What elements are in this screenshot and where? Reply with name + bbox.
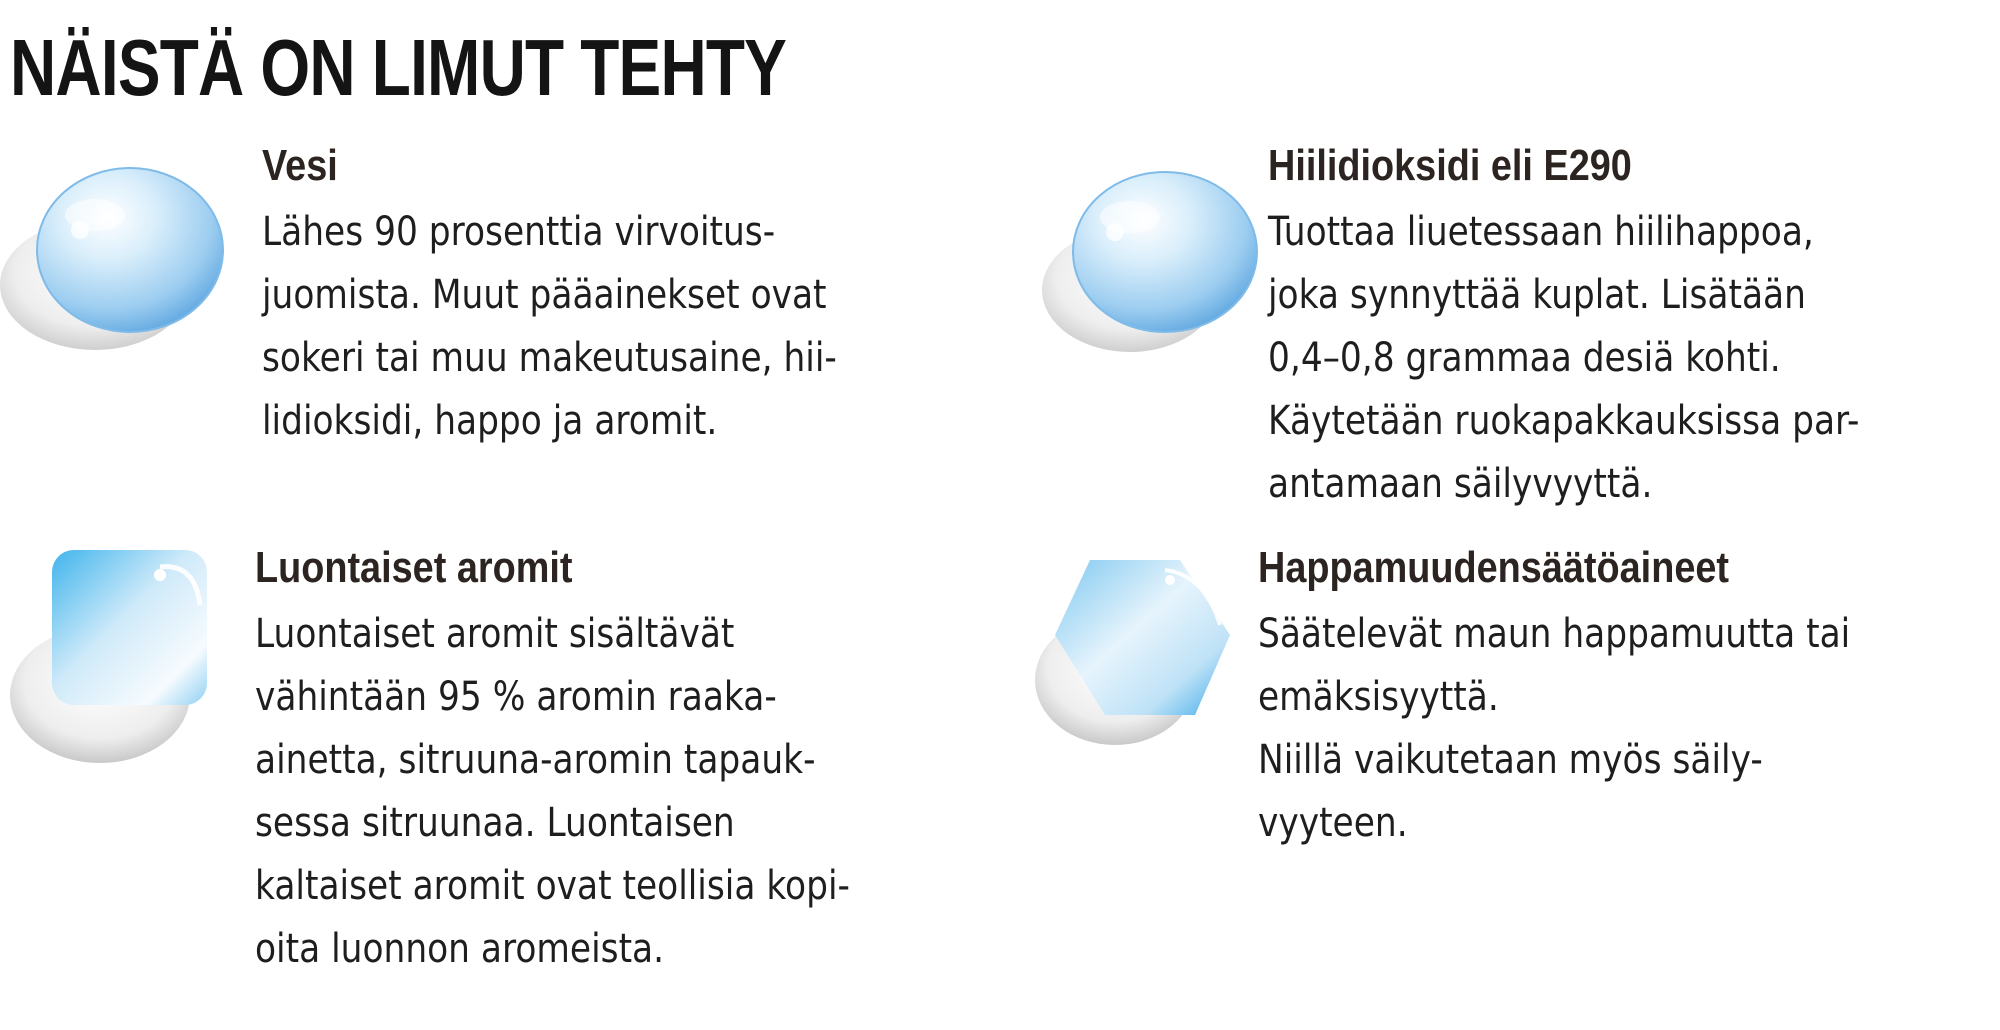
body-line: Säätelevät maun happamuutta tai xyxy=(1258,611,1851,657)
section-body xyxy=(262,201,837,453)
section-heading: Hiilidioksidi eli E290 xyxy=(1268,141,1632,190)
water-drop-icon xyxy=(1030,160,1265,360)
water-drop-icon xyxy=(0,160,235,360)
body-line: Tuottaa liuetessaan hiilihappoa, xyxy=(1268,209,1814,255)
hexagon-drop-icon xyxy=(1030,555,1245,755)
body-line: juomista. Muut pääainekset ovat xyxy=(262,272,827,318)
body-line: vähintään 95 % aromin raaka- xyxy=(255,674,777,720)
body-line: kaltaiset aromit ovat teollisia kopi- xyxy=(255,863,850,909)
section-heading: Happamuudensäätöaineet xyxy=(1258,543,1730,592)
body-line: 0,4–0,8 grammaa desiä kohti. xyxy=(1268,335,1781,381)
body-line: ainetta, sitruuna-aromin tapauk- xyxy=(255,737,816,783)
body-line: lidioksidi, happo ja aromit. xyxy=(262,398,718,444)
body-line: oita luonnon aromeista. xyxy=(255,926,665,972)
body-line: sokeri tai muu makeutusaine, hii- xyxy=(262,335,837,381)
body-line: Niillä vaikutetaan myös säily- xyxy=(1258,737,1763,783)
body-line: Lähes 90 prosenttia virvoitus- xyxy=(262,209,776,255)
square-drop-icon xyxy=(10,545,225,770)
body-line: emäksisyyttä. xyxy=(1258,674,1499,720)
body-line: sessa sitruunaa. Luontaisen xyxy=(255,800,735,846)
section-body xyxy=(1268,201,1859,516)
body-line: Luontaiset aromit sisältävät xyxy=(255,611,735,657)
section-heading: Vesi xyxy=(262,141,338,190)
section-heading: Luontaiset aromit xyxy=(255,543,573,592)
body-line: Käytetään ruokapakkauksissa par- xyxy=(1268,398,1860,444)
section-body xyxy=(1258,603,1850,855)
page-title: NÄISTÄ ON LIMUT TEHTY xyxy=(10,23,787,112)
body-line: joka synnyttää kuplat. Lisätään xyxy=(1268,272,1806,318)
body-line: vyyteen. xyxy=(1258,800,1408,846)
body-line: antamaan säilyvyyttä. xyxy=(1268,461,1653,507)
section-body xyxy=(255,603,850,981)
